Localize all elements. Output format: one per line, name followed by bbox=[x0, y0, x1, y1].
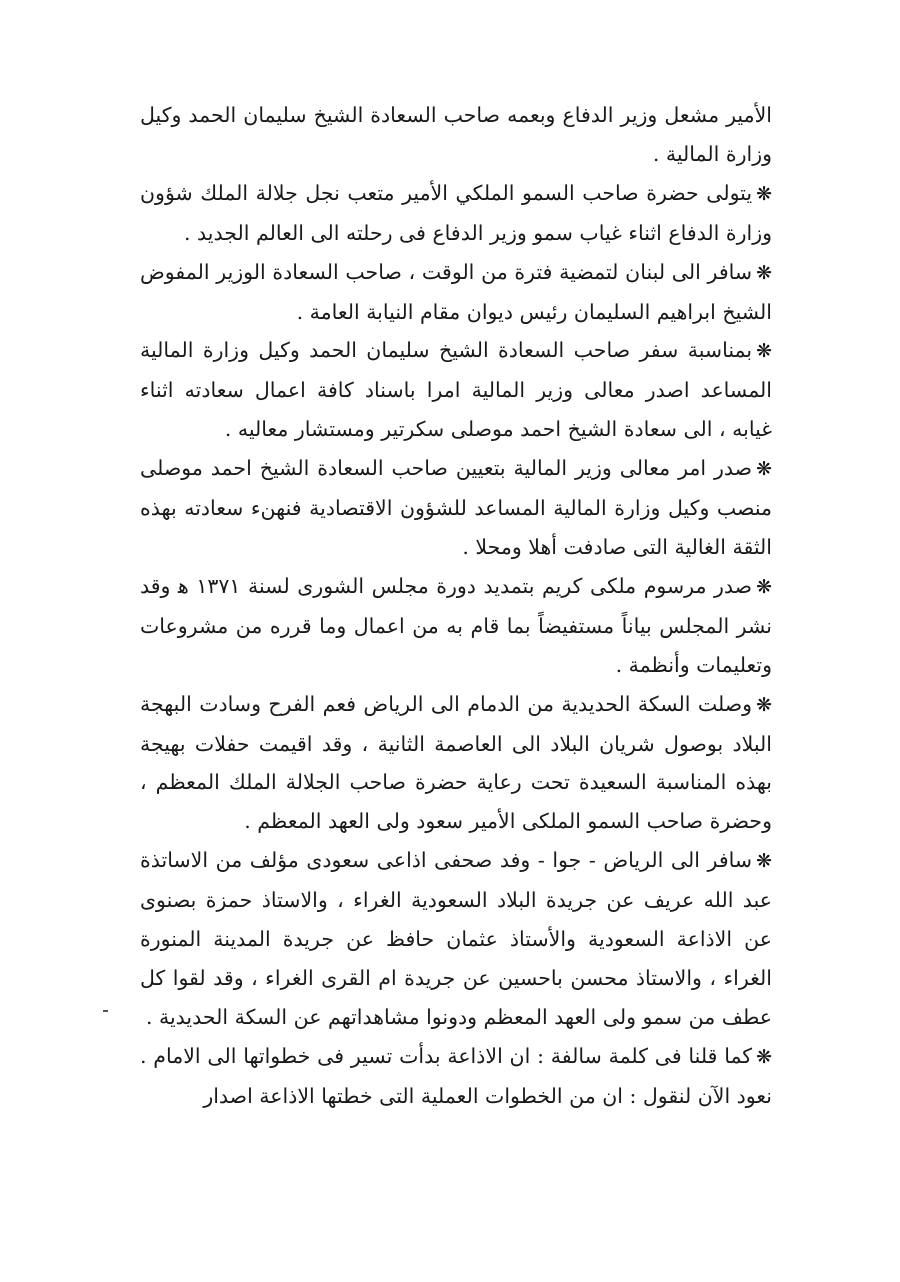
flower-bullet-icon: ❋ bbox=[756, 850, 772, 873]
scan-speck bbox=[103, 1010, 108, 1012]
news-item bbox=[140, 449, 772, 567]
paragraph-text: صدر مرسوم ملكى كريم بتمديد دورة مجلس الشورى لسنة ١٣٧١ ﻫ وقد نشر المجلس بياناً مستفيضاً بما قام به من اعمال وما قرره من مشروعات وتعليمات وأنظمة . bbox=[140, 573, 772, 677]
flower-bullet-icon: ❋ bbox=[756, 575, 773, 598]
news-item bbox=[140, 567, 772, 685]
paragraph-text: صدر امر معالى وزير المالية بتعيين صاحب السعادة الشيخ احمد موصلى منصب وكيل وزارة المالية المساعد للشؤون الاقتصادية فنهنء سعادته بهذه الثقة الغالية التى صادفت أهلا ومحلا . bbox=[140, 456, 772, 559]
flower-bullet-icon: ❋ bbox=[756, 693, 772, 716]
paragraph-text: الأمير مشعل وزير الدفاع وبعمه صاحب السعادة الشيخ سليمان الحمد وكيل وزارة المالية . bbox=[140, 103, 772, 166]
paragraph-text: بمناسبة سفر صاحب السعادة الشيخ سليمان الحمد وكيل وزارة المالية المساعد اصدر معالى وزير المالية امرا باسناد كافة اعمال سعادته اثناء غيابه ، الى سعادة الشيخ احمد موصلى سكرتير ومستشار معاليه . bbox=[140, 338, 772, 442]
paragraph-text: كما قلنا فى كلمة سالفة : ان الاذاعة بدأت تسير فى خطواتها الى الامام . نعود الآن لنقول : ان من الخطوات العملية التى خطتها الاذاعة اصدار bbox=[140, 1043, 772, 1108]
article-body bbox=[140, 96, 772, 1116]
news-item bbox=[140, 253, 772, 332]
paragraph-text: سافر الى لبنان لتمضية فترة من الوقت ، صاحب السعادة الوزير المفوض الشيخ ابراهيم السليمان رئيس ديوان مقام النيابة العامة . bbox=[140, 259, 772, 324]
news-item bbox=[140, 331, 772, 449]
news-item bbox=[140, 174, 772, 253]
flower-bullet-icon: ❋ bbox=[756, 340, 772, 363]
flower-bullet-icon: ❋ bbox=[756, 182, 772, 205]
news-item bbox=[140, 1037, 772, 1116]
paragraph-continuation bbox=[140, 96, 772, 174]
paragraph-text: سافر الى الرياض - جوا - وفد صحفى اذاعى سعودى مؤلف من الاساتذة عبد الله عريف عن جريدة البلاد السعودية الغراء ، والاستاذ حمزة بصنوى عن الاذاعة السعودية والأستاذ عثمان حافظ عن جريدة المدينة المنورة الغراء ، والاستاذ محسن باحسين عن جريدة ام القرى الغراء ، وقد لقوا كل عطف من سمو ولى العهد المعظم ودونوا مشاهداتهم عن السكة الحديدية . bbox=[140, 848, 772, 1029]
flower-bullet-icon: ❋ bbox=[756, 261, 772, 284]
flower-bullet-icon: ❋ bbox=[756, 458, 772, 481]
flower-bullet-icon: ❋ bbox=[756, 1045, 772, 1068]
paragraph-text: وصلت السكة الحديدية من الدمام الى الرياض فعم الفرح وسادت البهجة البلاد بوصول شريان البلاد الى العاصمة الثانية ، وقد اقيمت حفلات بهيجة بهذه المناسبة السعيدة تحت رعاية حضرة صاحب الجلالة الملك المعظم ، وحضرة صاحب السمو الملكى الأمير سعود ولى العهد المعظم . bbox=[140, 691, 772, 834]
news-item bbox=[140, 685, 772, 842]
paragraph-text: يتولى حضرة صاحب السمو الملكي الأمير متعب نجل جلالة الملك شؤون وزارة الدفاع اثناء غياب سمو وزير الدفاع فى رحلته الى العالم الجديد . bbox=[140, 180, 772, 245]
news-item bbox=[140, 841, 772, 1037]
